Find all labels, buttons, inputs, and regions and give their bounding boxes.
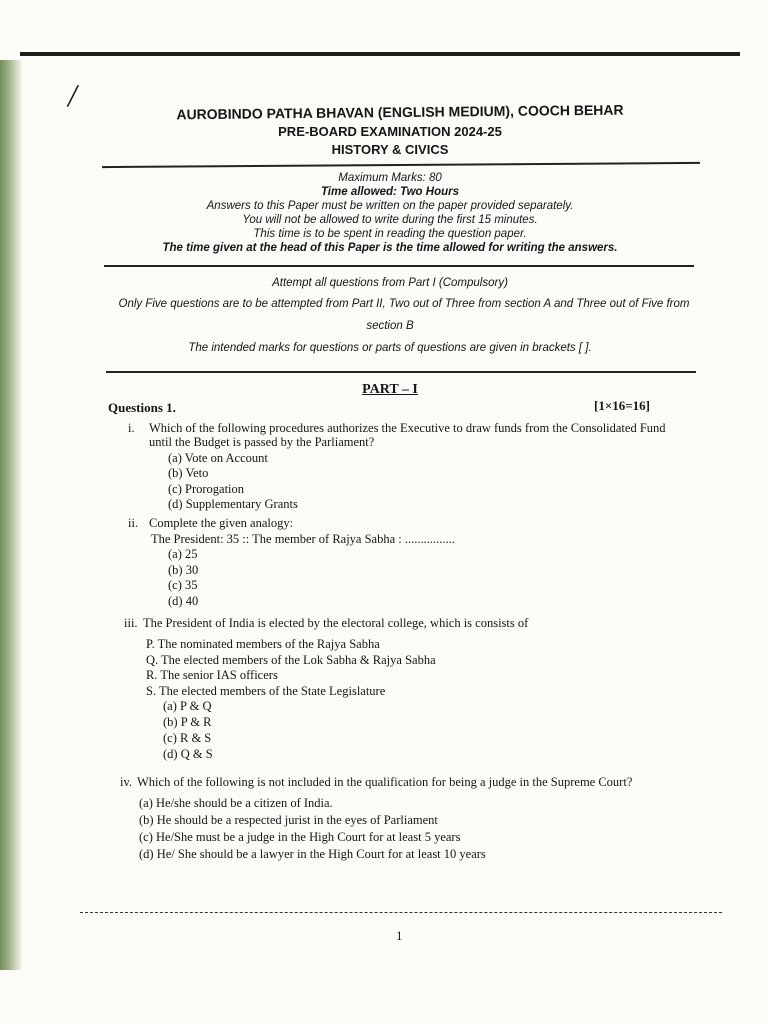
instruction-line-4: The time given at the head of this Paper is the time allowed for writing the answers. [162,242,618,254]
option: (d) Supplementary Grants [168,497,298,511]
option: (b) He should be a respected jurist in the eyes of Parliament [139,813,438,827]
option: (d) Q & S [163,747,213,761]
divider-1 [102,162,700,168]
option: (b) Veto [168,466,209,480]
statement: Q. The elected members of the Lok Sabha & Rajya Sabha [146,653,436,667]
question-number: iv. [120,775,133,789]
part-title: PART – I [362,382,418,397]
question-text: The President of India is elected by the electoral college, which is consists of [143,616,529,630]
pen-mark: / [65,77,81,116]
analogy-text: The President: 35 :: The member of Rajya Sabha : ................ [151,532,455,546]
instruction-line-1: Answers to this Paper must be written on the paper provided separately. [206,200,574,212]
instruction-line-3: This time is to be spent in reading the question paper. [253,228,527,240]
option: (c) R & S [163,731,212,745]
footer-dashed-line [80,912,722,913]
option: (c) Prorogation [168,482,245,496]
option: (b) P & R [163,715,212,729]
option: (b) 30 [168,563,199,577]
question-number: ii. [128,516,139,530]
option: (a) Vote on Account [168,451,268,465]
attempt-line-2: Only Five questions are to be attempted from Part II, Two out of Three from section A and Three out of Five from [118,298,690,310]
question-number: i. [128,421,135,435]
instruction-line-2: You will not be allowed to write during the first 15 minutes. [242,214,538,226]
statement: R. The senior IAS officers [146,668,278,682]
statement: S. The elected members of the State Legislature [146,684,386,698]
question-marks: [1×16=16] [594,398,650,413]
paper-top-edge [20,52,740,56]
divider-3 [106,371,696,373]
attempt-line-1: Attempt all questions from Part I (Compulsory) [272,277,508,289]
attempt-line-3: section B [366,320,414,332]
divider-2 [104,265,694,267]
option: (a) P & Q [163,699,212,713]
max-marks: Maximum Marks: 80 [338,172,442,184]
option: (a) 25 [168,547,198,561]
question-text: until the Budget is passed by the Parliament? [149,435,375,449]
question-text: Which of the following procedures authorizes the Executive to draw funds from the Consolidated Fund [149,421,666,435]
option: (c) He/She must be a judge in the High Court for at least 5 years [139,830,461,844]
question-label: Questions 1. [108,400,176,415]
scan-shadow [0,60,22,970]
exam-title: PRE-BOARD EXAMINATION 2024-25 [278,124,502,139]
time-allowed: Time allowed: Two Hours [320,186,460,198]
school-name: AUROBINDO PATHA BHAVAN (ENGLISH MEDIUM), COOCH BEHAR [176,101,624,123]
question-text: Which of the following is not included in the qualification for being a judge in the Supreme Court? [137,775,633,789]
option: (d) He/ She should be a lawyer in the High Court for at least 10 years [139,847,486,861]
attempt-line-4: The intended marks for questions or parts of questions are given in brackets [ ]. [188,342,592,354]
statement: P. The nominated members of the Rajya Sabha [146,637,380,651]
page-number: 1 [396,928,403,943]
option: (a) He/she should be a citizen of India. [139,796,333,810]
option: (d) 40 [168,594,199,608]
question-number: iii. [124,616,138,630]
subject-title: HISTORY & CIVICS [331,142,449,157]
option: (c) 35 [168,578,198,592]
question-text: Complete the given analogy: [149,516,294,530]
